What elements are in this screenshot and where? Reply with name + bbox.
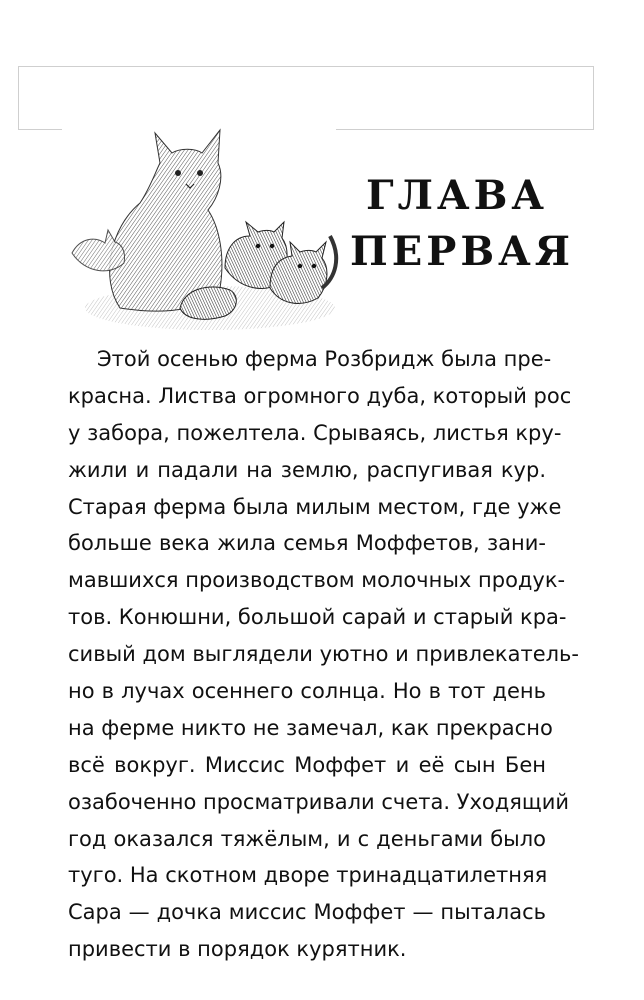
body-line: озабоченно просматривали счета. Уходящий (68, 789, 569, 814)
body-line: всё вокруг. Миссис Моффет и её сын Бен (68, 752, 546, 777)
chapter-title (350, 168, 574, 280)
body-line: сивый дом выглядели уютно и привлекатель- (68, 642, 580, 667)
body-line: на ферме никто не замечал, как прекрасно (68, 715, 553, 740)
body-line: у забора, пожелтела. Срываясь, листья кру- (68, 420, 562, 445)
frame-top-rule (18, 66, 594, 67)
frame-right-rule (593, 66, 594, 130)
body-line: тов. Конюшни, большой сарай и старый кра- (68, 605, 567, 630)
body-line: больше века жила семья Моффетов, зани- (68, 531, 546, 556)
chapter-body-text (68, 341, 580, 968)
frame-bottom-left-rule (18, 129, 62, 130)
frame-left-rule (18, 66, 19, 130)
body-line: мавшихся производством молочных продук- (68, 568, 566, 593)
body-line: Этой осенью ферма Розбридж была пре- (97, 347, 552, 371)
body-line: туго. На скотном дворе тринадцатилетняя (68, 863, 548, 888)
chapter-title-line2: ПЕРВАЯ (350, 228, 574, 275)
body-line: год оказался тяжёлым, и с деньгами было (68, 826, 546, 851)
body-line: Старая ферма была милым местом, где уже (68, 494, 562, 519)
frame-bottom-right-rule (336, 129, 594, 130)
body-line: но в лучах осеннего солнца. Но в тот день (68, 679, 546, 704)
body-line: красна. Листва огромного дуба, который рос (68, 383, 572, 408)
body-line: привести в порядок курятник. (68, 937, 407, 962)
body-line: Сара — дочка миссис Моффет — пыталась (68, 900, 546, 925)
chapter-title-line1: ГЛАВА (366, 172, 548, 219)
cat-with-kittens-illustration (60, 118, 350, 333)
body-line: жили и падали на землю, распугивая кур. (68, 457, 546, 482)
